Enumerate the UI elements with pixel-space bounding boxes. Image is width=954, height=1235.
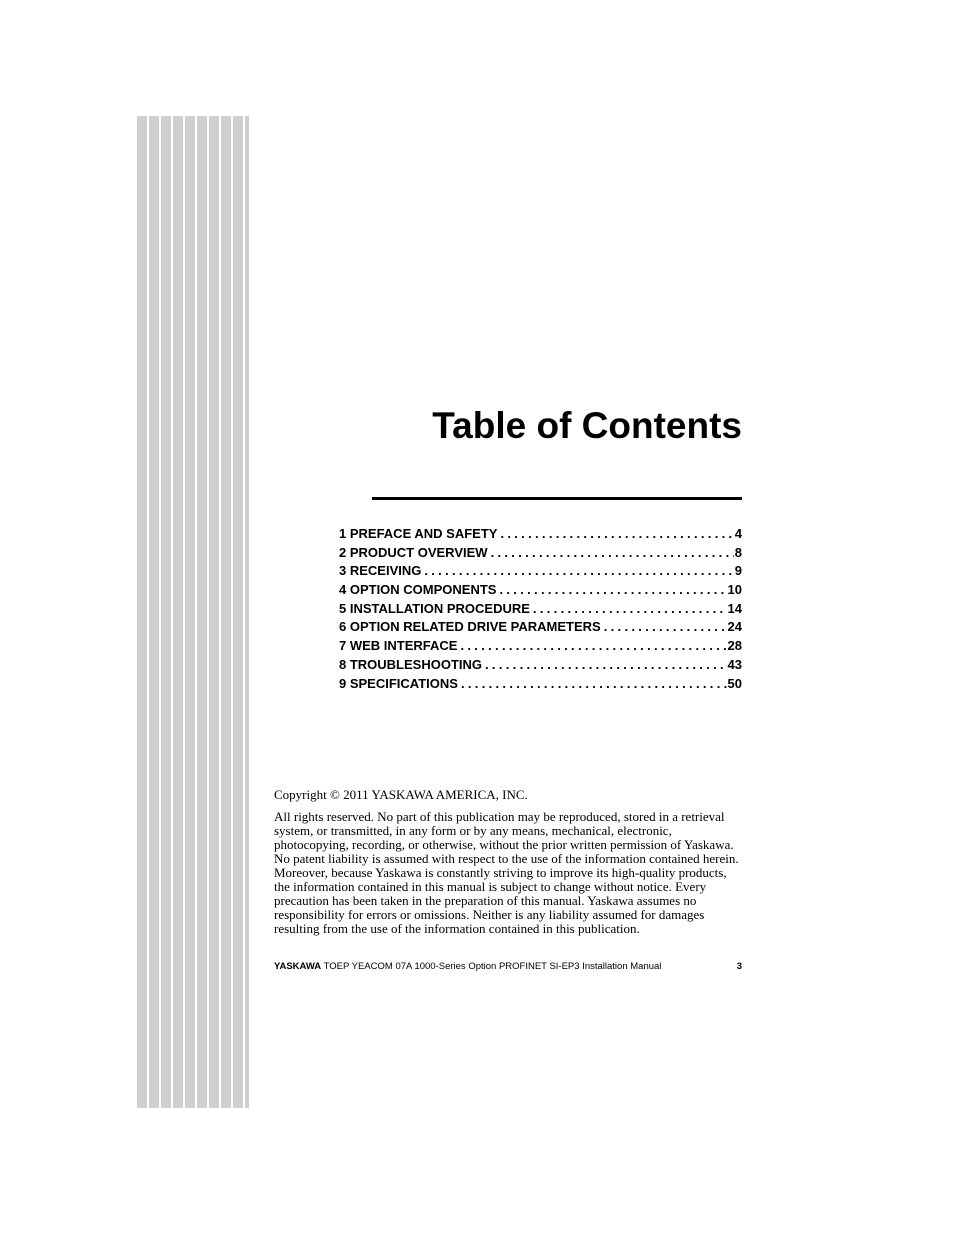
toc-entry[interactable] — [339, 525, 742, 544]
page-title: Table of Contents — [432, 405, 742, 446]
title-divider — [372, 497, 742, 500]
toc-leader — [458, 675, 727, 694]
copyright-notice: Copyright © 2011 YASKAWA AMERICA, INC. — [274, 787, 528, 802]
toc-entry-page: 9 — [734, 563, 742, 579]
decorative-side-stripes — [137, 116, 249, 1108]
toc-entry[interactable] — [339, 581, 742, 600]
toc-entry-page: 50 — [727, 675, 742, 691]
toc-entry-label: 8 TROUBLESHOOTING — [339, 656, 483, 672]
toc-leader — [457, 637, 726, 656]
toc-leader — [530, 600, 727, 619]
toc-entry-page: 4 — [734, 526, 742, 541]
footer-doc-title: TOEP YEACOM 07A 1000-Series Option PROFINET SI-EP3 Installation Manual — [323, 961, 662, 972]
toc-entry[interactable] — [339, 637, 742, 656]
toc-leader — [488, 544, 734, 563]
page-footer — [274, 961, 742, 973]
toc-entry-label: 9 SPECIFICATIONS — [339, 675, 458, 691]
toc-entry[interactable] — [339, 544, 742, 563]
toc-entry-page: 10 — [727, 582, 742, 598]
footer-doc-info — [274, 961, 661, 973]
toc-entry[interactable] — [339, 675, 742, 694]
footer-page-number: 3 — [736, 961, 742, 972]
toc-entry-page: 28 — [727, 638, 742, 654]
toc-entry[interactable] — [339, 656, 742, 675]
toc-entry-page: 8 — [734, 544, 742, 560]
toc-entry[interactable] — [339, 562, 742, 581]
toc-leader — [497, 525, 733, 544]
footer-brand: YASKAWA — [274, 961, 322, 972]
toc-leader — [496, 581, 726, 600]
toc-entry[interactable] — [339, 600, 742, 619]
rights-statement: All rights reserved. No part of this publication may be reproduced, stored in a retrieval system, or transmitted, in any form or by any means, mechanical, electronic, photocopying, recording, or otherwise, without the prior written permission of Yaskawa. No patent liability is assumed with respect to the use of the information contained herein. Moreover, because Yaskawa is constantly striving to improve its high-quality products, the information contained in this manual is subject to change without notice. Every precaution has been taken in the preparation of this manual. Yaskawa assumes no responsibility for errors or omissions. Neither is any liability assumed for damages resulting from the use of the information contained in this publication. — [274, 809, 739, 936]
toc-entry[interactable] — [339, 618, 742, 637]
toc-list — [339, 525, 742, 693]
toc-entry-label: 7 WEB INTERFACE — [339, 638, 458, 654]
toc-entry-page: 24 — [727, 619, 742, 635]
toc-entry-label: 3 RECEIVING — [339, 563, 422, 579]
toc-leader — [421, 562, 733, 581]
toc-entry-page: 14 — [727, 600, 742, 616]
toc-entry-label: 2 PRODUCT OVERVIEW — [339, 544, 488, 560]
toc-entry-label: 1 PREFACE AND SAFETY — [339, 526, 498, 541]
toc-entry-label: 5 INSTALLATION PROCEDURE — [339, 600, 530, 616]
toc-leader — [601, 618, 727, 637]
toc-leader — [482, 656, 727, 675]
toc-entry-page: 43 — [727, 656, 742, 672]
toc-entry-label: 6 OPTION RELATED DRIVE PARAMETERS — [339, 619, 601, 635]
toc-entry-label: 4 OPTION COMPONENTS — [339, 582, 497, 598]
